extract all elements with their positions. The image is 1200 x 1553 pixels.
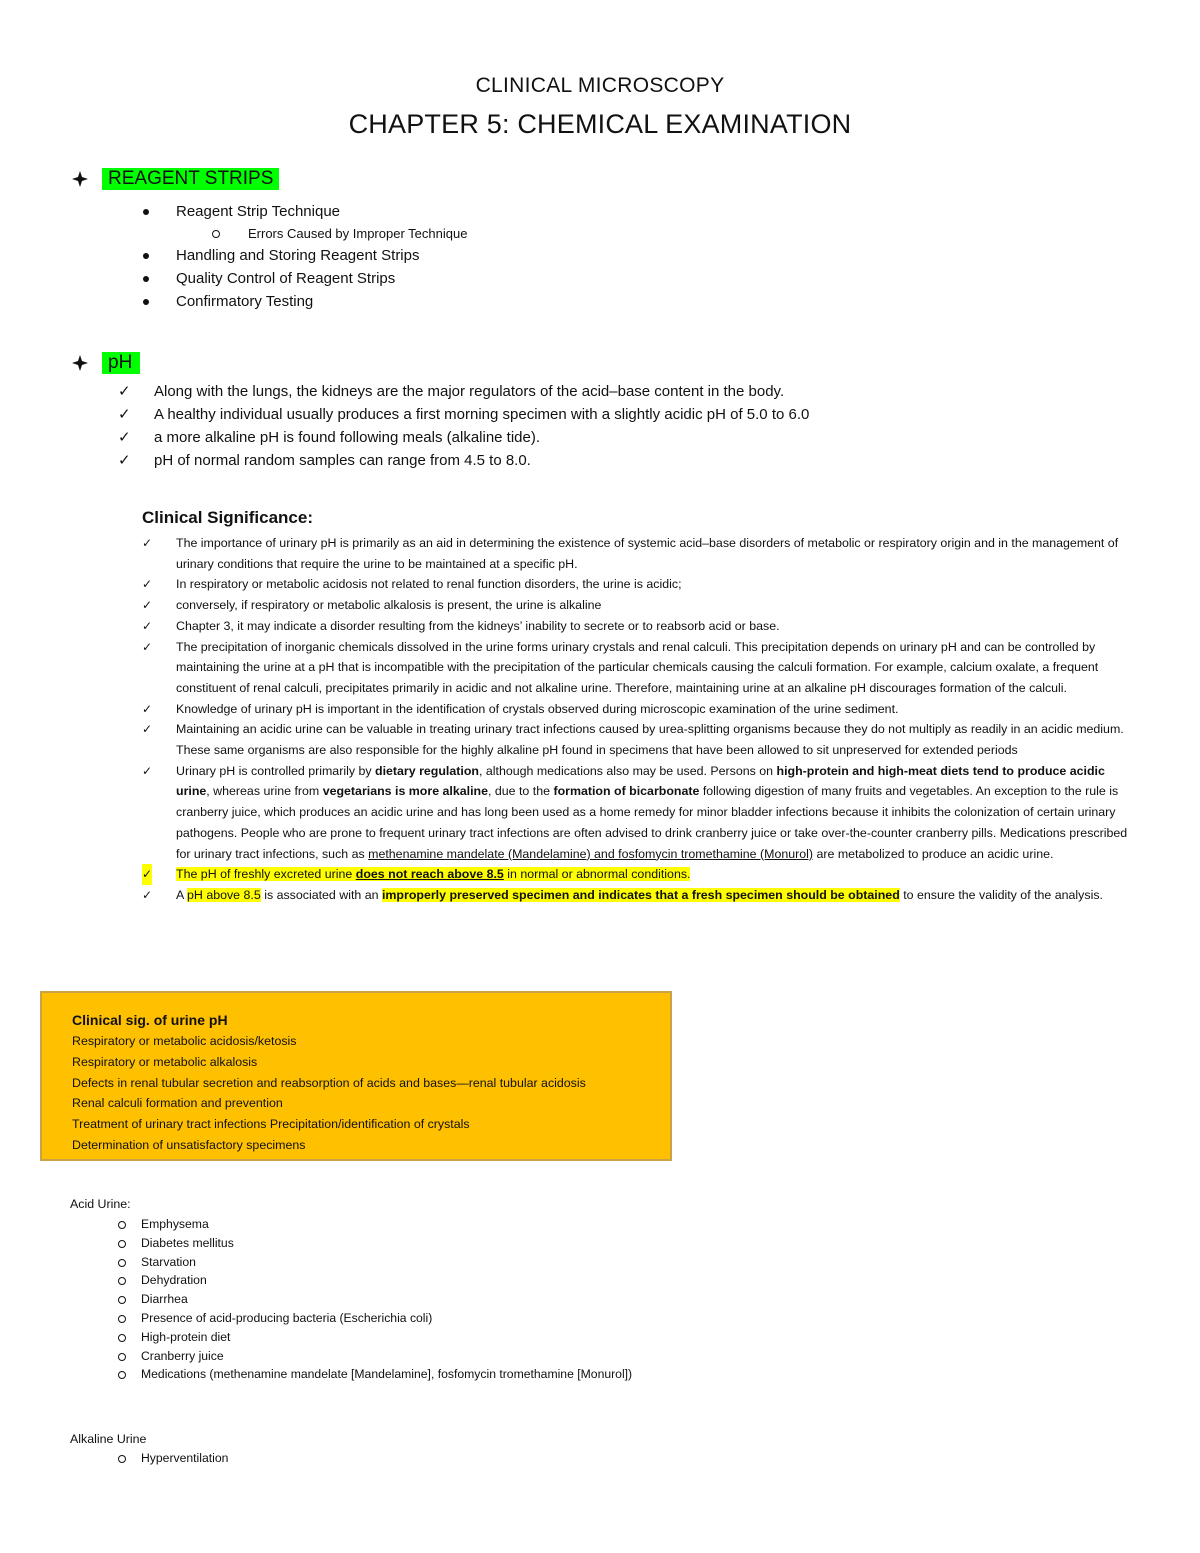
hollow-bullet-icon (118, 1259, 126, 1267)
acid-urine-list (118, 1215, 632, 1384)
clinical-significance-heading: Clinical Significance: (142, 508, 313, 527)
list-item (142, 616, 1142, 637)
checkmark-icon: ✓ (142, 639, 153, 654)
summary-box-line: Respiratory or metabolic alkalosis (72, 1054, 258, 1069)
list-item-text: Presence of acid-producing bacteria (Escherichia coli) (141, 1310, 433, 1325)
list-item (142, 699, 1142, 720)
text-run: , whereas urine from (206, 784, 323, 799)
section-heading-ph (70, 352, 140, 374)
list-item (142, 533, 1142, 574)
ph-points-list (118, 380, 809, 472)
list-item (140, 244, 467, 267)
text-run: to ensure the validity of the analysis. (899, 887, 1103, 902)
summary-box-line: Renal calculi formation and prevention (72, 1096, 283, 1111)
list-item (118, 1290, 632, 1309)
bold-text: formation of bicarbonate (553, 784, 700, 799)
summary-box-line: Treatment of urinary tract infections Precipitation/identification of crystals (72, 1117, 470, 1132)
text-run: following digestion of many fruits and vegetables. An exception to the rule is cranberry juice, which produces an acidic urine and has long been used as a home remedy for minor bladder infections because it inhibits the colonization of certain urinary pathogens. People who are prone to frequent urinary tract infections are often advised to drink cranberry juice or take over-the-counter cranberry pills. Medications prescribed for urinary tract infections, such as (176, 784, 1128, 861)
list-item-text: The importance of urinary pH is primarily as an aid in determining the existence of systemic acid–base disorders of metabolic or respiratory origin and in the management of urinary conditions that require the urine to be maintained at a specific pH. (176, 536, 1119, 571)
underlined-text: methenamine mandelate (Mandelamine) and fosfomycin tromethamine (Monurol) (368, 846, 814, 861)
clinical-significance-list (142, 533, 1142, 906)
list-item-text: A healthy individual usually produces a first morning specimen with a slightly acidic pH of 5.0 to 6.0 (154, 406, 810, 423)
list-item (118, 1365, 632, 1384)
list-item-text (176, 867, 690, 881)
text-run: Urinary pH is controlled primarily by (176, 763, 375, 778)
clinical-sig-summary-box (40, 991, 672, 1161)
bold-text: vegetarians is more alkaline (322, 784, 488, 799)
list-item-text: Diabetes mellitus (141, 1235, 234, 1250)
list-item (118, 426, 809, 449)
list-item-text: Quality Control of Reagent Strips (176, 270, 396, 287)
checkmark-icon: ✓ (142, 577, 153, 592)
summary-box-line: Defects in renal tubular secretion and reabsorption of acids and bases—renal tubular acidosis (72, 1075, 586, 1090)
list-item (118, 1328, 632, 1347)
hollow-bullet-icon (118, 1315, 126, 1323)
checkmark-icon: ✓ (142, 598, 153, 613)
list-item-text: The precipitation of inorganic chemicals dissolved in the urine forms urinary crystals and renal calculi. This precipitation depends on urinary pH and can be controlled by maintaining the urine at a pH that is incompatible with the precipitation of the particular chemicals causing the calculi formation. For example, calcium oxalate, a frequent constituent of renal calculi, precipitates primarily in acidic and not alkaline urine. Therefore, maintaining urine at an alkaline pH discourages formation of the calculi. (176, 639, 1099, 695)
bullet-dot-icon (143, 299, 149, 305)
summary-box-line: Respiratory or metabolic acidosis/ketosis (72, 1034, 297, 1048)
list-item (140, 267, 467, 290)
hollow-bullet-icon (118, 1334, 126, 1342)
checkmark-icon: ✓ (118, 382, 131, 400)
list-item (118, 1271, 632, 1290)
highlighted-text: The (176, 867, 201, 882)
list-item-text: Knowledge of urinary pH is important in the identification of crystals observed during microscopic examination of the urine sediment. (176, 701, 899, 716)
highlighted-underlined-text: does not reach above 8.5 (355, 867, 504, 882)
list-item (118, 1449, 228, 1468)
bold-text: dietary regulation (375, 763, 479, 778)
list-item (118, 1309, 632, 1328)
checkmark-icon: ✓ (118, 405, 131, 423)
hollow-bullet-icon (118, 1277, 126, 1285)
alkaline-urine-label: Alkaline Urine (70, 1432, 147, 1446)
list-item (140, 290, 467, 313)
list-item (142, 761, 1142, 865)
text-run: , although medications also may be used. Persons on (478, 763, 777, 778)
hollow-bullet-icon (118, 1240, 126, 1248)
bullet-dot-icon (143, 276, 149, 282)
list-item-text: pH of normal random samples can range from 4.5 to 8.0. (154, 452, 531, 469)
list-item (142, 595, 1142, 616)
alkaline-urine-list (118, 1449, 228, 1468)
list-item-text: Along with the lungs, the kidneys are the major regulators of the acid–base content in the body. (154, 383, 785, 400)
checkmark-icon: ✓ (142, 618, 153, 633)
diamond-bullet-icon (72, 355, 88, 371)
list-item-text: Errors Caused by Improper Technique (248, 226, 468, 241)
list-item-text: Confirmatory Testing (176, 293, 314, 310)
list-item-text: Hyperventilation (141, 1451, 229, 1465)
list-item-text: Cranberry juice (141, 1348, 224, 1363)
bullet-dot-icon (143, 209, 149, 215)
text-run: is associated with an (260, 887, 382, 902)
list-item-text: In respiratory or metabolic acidosis not related to renal function disorders, the urine is acidic; (176, 577, 682, 592)
list-item (118, 1234, 632, 1253)
list-subitem (140, 223, 467, 244)
checkmark-icon: ✓ (142, 722, 153, 737)
list-item-text: conversely, if respiratory or metabolic alkalosis is present, the urine is alkaline (176, 598, 602, 613)
list-item (118, 1215, 632, 1234)
highlighted-text: pH above 8.5 (187, 887, 261, 902)
summary-box-title: Clinical sig. of urine pH (72, 1012, 228, 1028)
checkmark-icon: ✓ (142, 887, 153, 902)
checkmark-icon: ✓ (142, 864, 152, 885)
list-item (118, 380, 809, 403)
document-title: CLINICAL MICROSCOPY (475, 74, 725, 97)
list-item-text (176, 764, 1127, 861)
checkmark-icon: ✓ (118, 451, 131, 469)
bold-text: high-protein and high-meat diets tend to produce acidic urine (176, 763, 1105, 799)
list-item (118, 1347, 632, 1366)
summary-box-line: Determination of unsatisfactory specimens (72, 1137, 306, 1152)
text-run: , due to the (487, 784, 554, 799)
list-item (142, 719, 1142, 760)
reagent-strips-list (140, 200, 467, 313)
list-item (142, 864, 1142, 885)
list-item-text: Handling and Storing Reagent Strips (176, 247, 420, 264)
list-item-text: Emphysema (141, 1217, 209, 1231)
list-item (140, 200, 467, 223)
text-run: are metabolized to produce an acidic urine. (813, 846, 1054, 861)
hollow-bullet-icon (212, 230, 220, 238)
highlighted-text: pH of freshly excreted urine (200, 867, 353, 882)
highlighted-text: improperly preserved specimen and indicates that a fresh specimen should be obtained (381, 887, 900, 902)
highlighted-text: in normal or abnormal conditions. (503, 867, 691, 882)
list-item (118, 403, 809, 426)
checkmark-icon: ✓ (142, 763, 153, 778)
list-item-text: a more alkaline pH is found following meals (alkaline tide). (154, 429, 541, 446)
bullet-dot-icon (143, 253, 149, 259)
list-item-text: Maintaining an acidic urine can be valuable in treating urinary tract infections caused by urea-splitting organisms because they do not multiply as readily in an acidic medium. These same organisms are also responsible for the highly alkaline pH found in specimens that have been allowed to sit unpreserved for extended periods (176, 722, 1124, 758)
checkmark-icon: ✓ (118, 428, 131, 446)
list-item (142, 637, 1142, 699)
list-item (142, 885, 1142, 906)
list-item-text (176, 888, 1103, 902)
list-item-text: Chapter 3, it may indicate a disorder resulting from the kidneys’ inability to secrete or to reabsorb acid or base. (176, 618, 780, 633)
diamond-bullet-icon (72, 171, 88, 187)
list-item (118, 1253, 632, 1272)
chapter-title: CHAPTER 5: CHEMICAL EXAMINATION (348, 109, 852, 139)
section-heading-label: REAGENT STRIPS (102, 168, 279, 190)
section-heading-reagent-strips (70, 168, 279, 190)
list-item-text: Reagent Strip Technique (176, 203, 341, 220)
list-item (142, 574, 1142, 595)
hollow-bullet-icon (118, 1221, 126, 1229)
hollow-bullet-icon (118, 1296, 126, 1304)
list-item-text: Starvation (141, 1254, 196, 1269)
list-item-text: Diarrhea (141, 1292, 188, 1307)
hollow-bullet-icon (118, 1455, 126, 1463)
hollow-bullet-icon (118, 1353, 126, 1361)
acid-urine-label: Acid Urine: (70, 1197, 131, 1211)
list-item-text: Dehydration (141, 1273, 207, 1288)
checkmark-icon: ✓ (142, 536, 153, 550)
list-item-text: Medications (methenamine mandelate [Mandelamine], fosfomycin tromethamine [Monurol]) (141, 1367, 633, 1382)
section-heading-label: pH (102, 352, 140, 374)
list-item (118, 449, 809, 472)
list-item-text: High-protein diet (141, 1329, 231, 1344)
hollow-bullet-icon (118, 1371, 126, 1379)
text-run: A (176, 887, 188, 902)
checkmark-icon: ✓ (142, 701, 153, 716)
